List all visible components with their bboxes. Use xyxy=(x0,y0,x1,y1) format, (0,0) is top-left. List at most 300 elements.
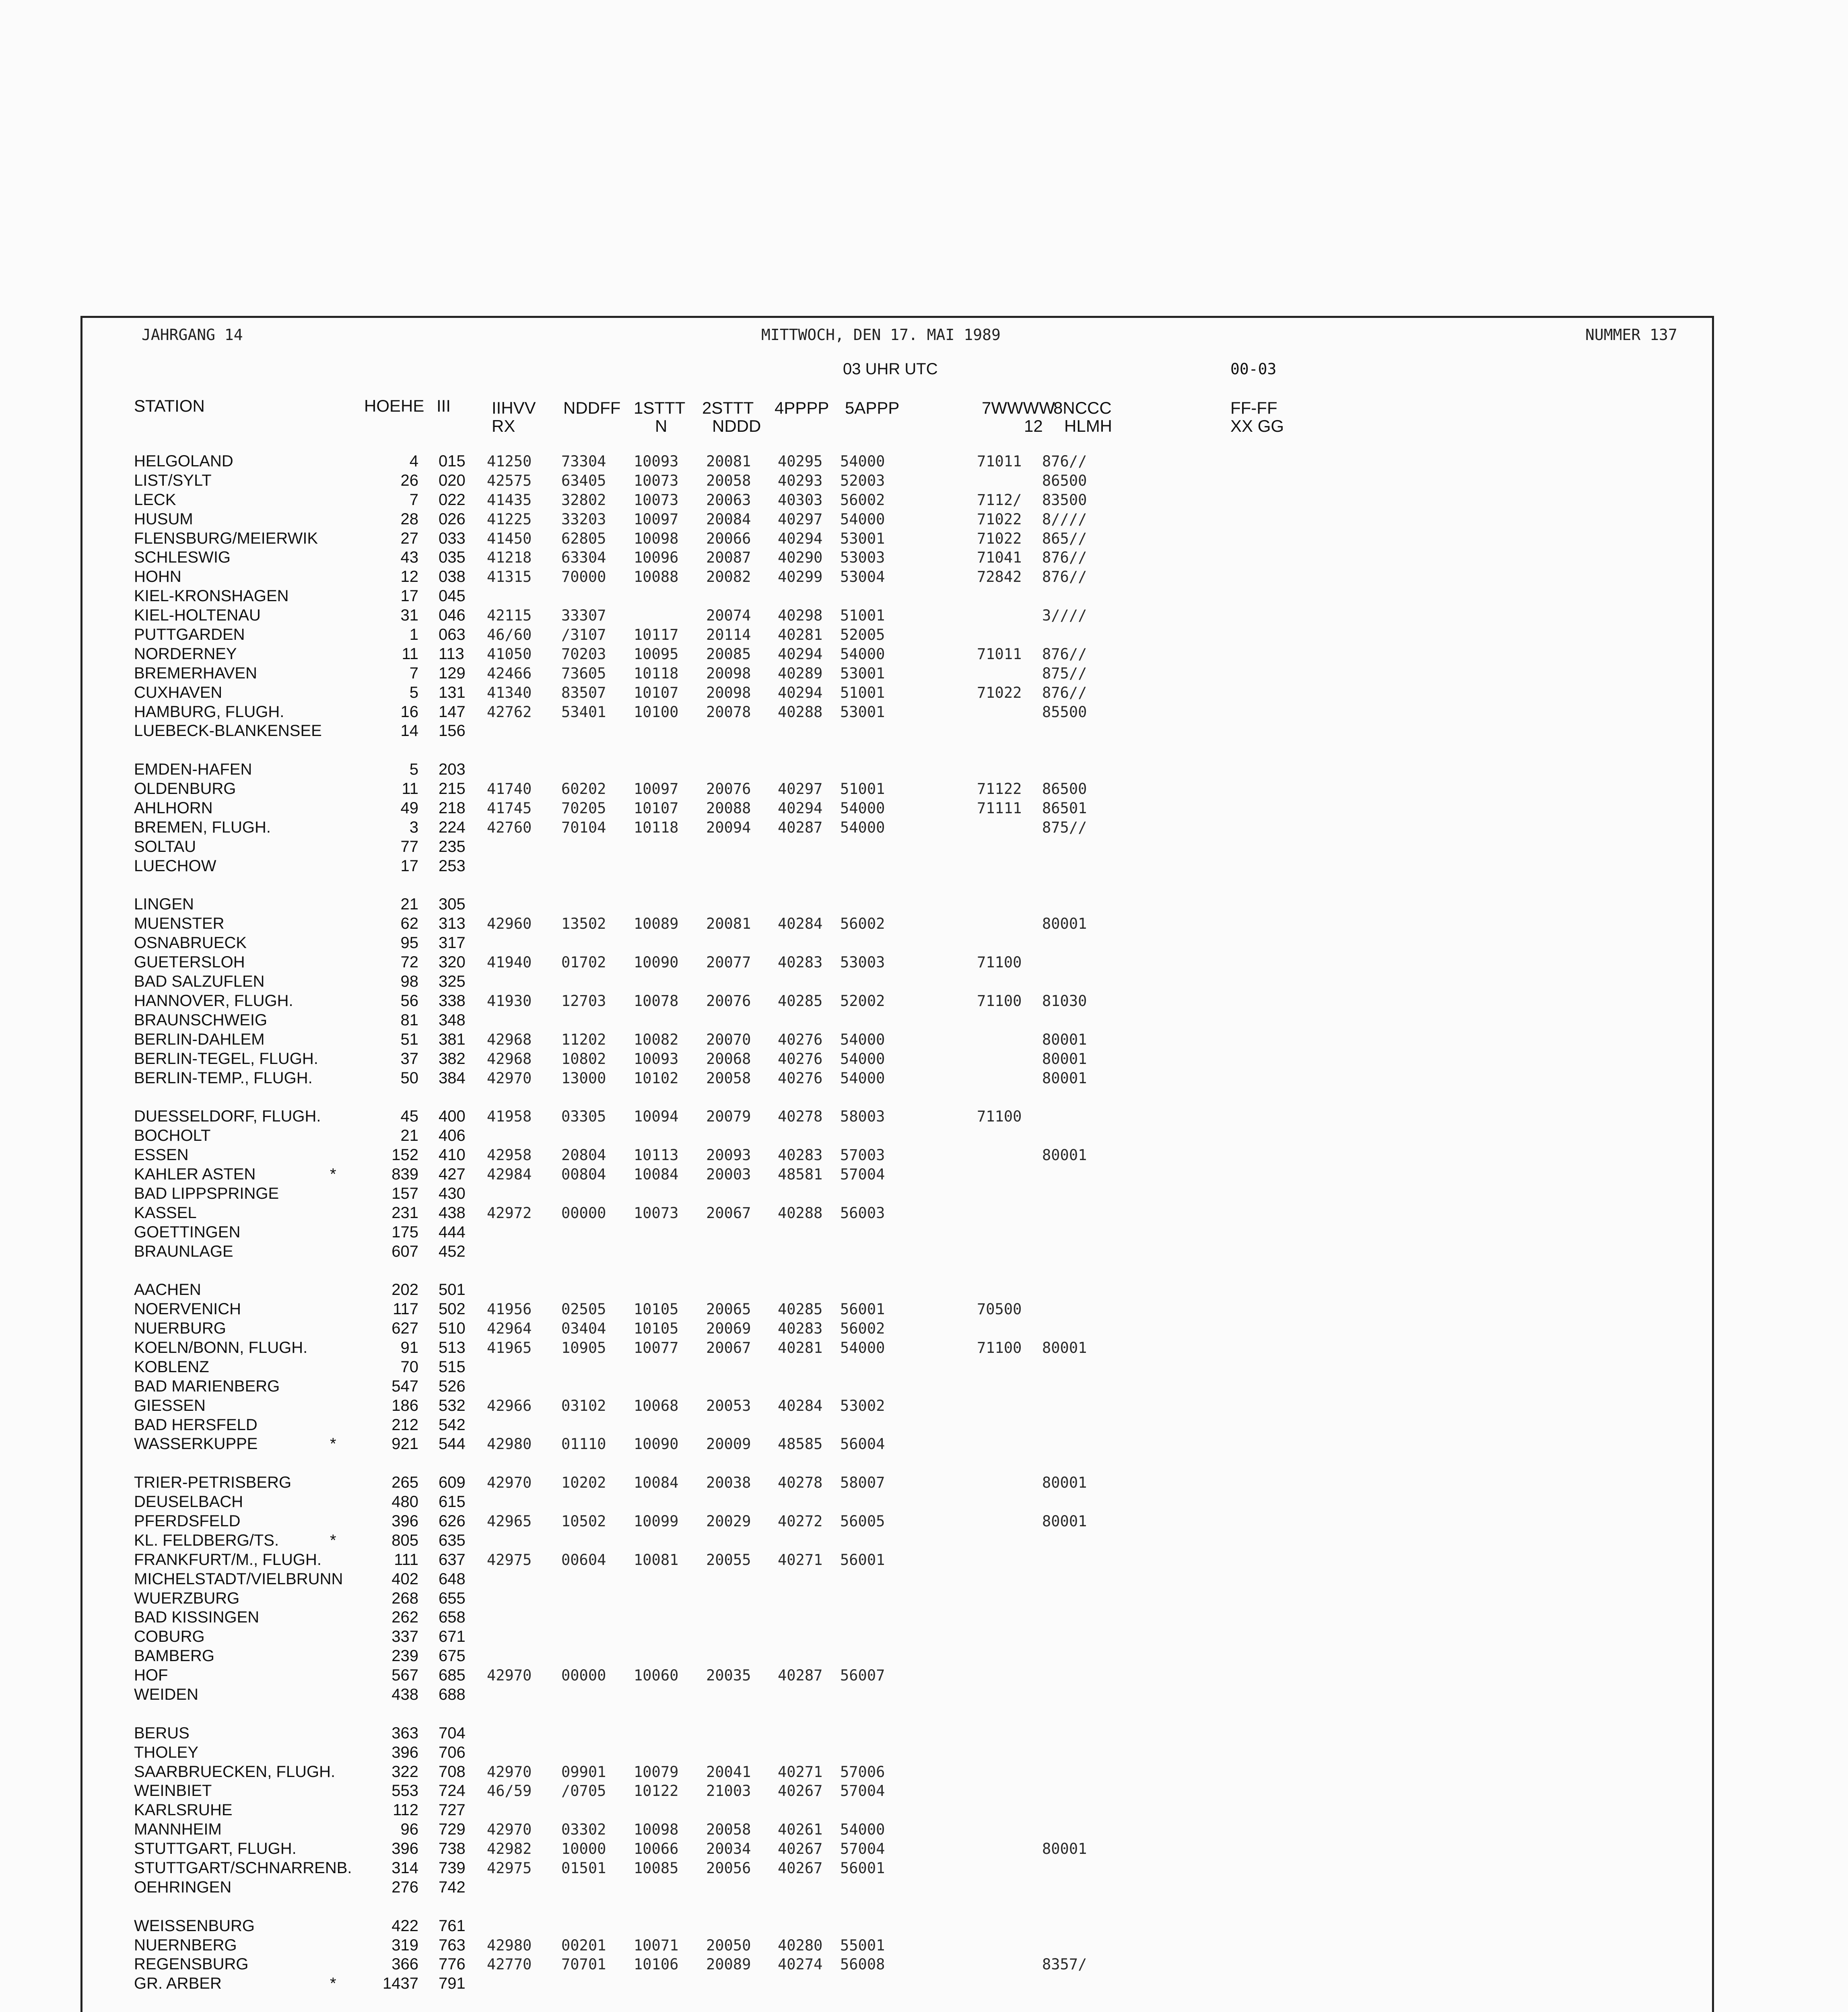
synop-group: 42968 xyxy=(487,1031,532,1048)
station-height: 21 xyxy=(400,1127,418,1145)
synop-group: 41965 xyxy=(487,1339,532,1356)
table-row xyxy=(0,1242,1848,1262)
station-name: OEHRINGEN xyxy=(134,1878,232,1896)
station-height: 62 xyxy=(400,915,418,933)
table-row xyxy=(0,1570,1848,1589)
synop-group: 10107 xyxy=(634,800,679,817)
synop-group: 10082 xyxy=(634,1031,679,1048)
station-number: 615 xyxy=(439,1493,466,1511)
station-name: BERUS xyxy=(134,1724,190,1742)
synop-group: 41315 xyxy=(487,568,532,586)
station-number: 338 xyxy=(439,992,466,1010)
station-height: 4 xyxy=(409,452,418,470)
synop-group: 40303 xyxy=(778,491,823,509)
table-row xyxy=(0,1859,1848,1878)
station-height: 402 xyxy=(391,1570,418,1588)
station-name: CUXHAVEN xyxy=(134,683,223,701)
synop-group: 20087 xyxy=(706,549,751,567)
station-number: 400 xyxy=(439,1107,466,1126)
synop-group: 42975 xyxy=(487,1551,532,1569)
date-label: MITTWOCH, DEN 17. MAI 1989 xyxy=(761,326,1001,344)
table-row xyxy=(0,1280,1848,1300)
col-4pppp: 4PPPP xyxy=(775,398,829,417)
synop-group: 41050 xyxy=(487,645,532,663)
synop-group: 20093 xyxy=(706,1146,751,1164)
table-row xyxy=(0,1666,1848,1685)
synop-group: 42966 xyxy=(487,1397,532,1414)
synop-group: 53401 xyxy=(561,703,606,721)
station-number: 502 xyxy=(439,1300,466,1318)
table-row xyxy=(0,529,1848,548)
station-height: 480 xyxy=(391,1493,418,1511)
station-name: BRAUNLAGE xyxy=(134,1242,233,1260)
col-nddd: NDDD xyxy=(712,416,761,435)
synop-group: 10905 xyxy=(561,1339,606,1356)
synop-group: 42466 xyxy=(487,664,532,682)
station-number: 791 xyxy=(439,1975,466,1993)
table-row xyxy=(0,587,1848,606)
table-row xyxy=(0,1839,1848,1859)
station-number: 218 xyxy=(439,799,466,817)
station-number: 038 xyxy=(439,568,466,586)
synop-group: 80001 xyxy=(1042,1339,1087,1356)
station-height: 265 xyxy=(391,1474,418,1492)
synop-group: 20089 xyxy=(706,1956,751,1973)
synop-group: /3107 xyxy=(561,626,606,644)
group-spacer xyxy=(0,1897,1848,1917)
synop-group: 56002 xyxy=(840,915,885,933)
synop-group: 51001 xyxy=(840,780,885,798)
synop-group: 51001 xyxy=(840,684,885,701)
synop-group: 40267 xyxy=(778,1840,823,1858)
synop-group: 10071 xyxy=(634,1936,679,1954)
station-height: 627 xyxy=(391,1319,418,1338)
synop-group: 03102 xyxy=(561,1397,606,1414)
synop-group: 40289 xyxy=(778,664,823,682)
synop-group: 73304 xyxy=(561,453,606,470)
station-number: 704 xyxy=(439,1724,466,1742)
synop-group: 41218 xyxy=(487,549,532,567)
synop-group: 48581 xyxy=(778,1165,823,1183)
station-number: 671 xyxy=(439,1628,466,1646)
table-row xyxy=(0,452,1848,471)
synop-group: 72842 xyxy=(977,568,1022,586)
station-number: 410 xyxy=(439,1146,466,1164)
synop-group: 80001 xyxy=(1042,1050,1087,1068)
synop-group: 20088 xyxy=(706,800,751,817)
station-number: 501 xyxy=(439,1281,466,1299)
table-row xyxy=(0,1531,1848,1550)
synop-group: 20076 xyxy=(706,992,751,1010)
table-row xyxy=(0,1589,1848,1608)
synop-group: 20077 xyxy=(706,954,751,971)
station-number: 020 xyxy=(439,471,466,489)
synop-group: 70203 xyxy=(561,645,606,663)
table-row xyxy=(0,722,1848,741)
synop-group: 20034 xyxy=(706,1840,751,1858)
table-row xyxy=(0,1781,1848,1801)
synop-group: 54000 xyxy=(840,1821,885,1839)
table-row xyxy=(0,895,1848,914)
synop-group: 56007 xyxy=(840,1667,885,1684)
synop-group: 3//// xyxy=(1042,607,1087,625)
synop-group: 71111 xyxy=(977,800,1022,817)
station-height: 21 xyxy=(400,895,418,913)
station-name: AHLHORN xyxy=(134,799,213,817)
station-height: 112 xyxy=(393,1801,418,1819)
station-height: 212 xyxy=(391,1416,418,1434)
synop-group: 20084 xyxy=(706,510,751,528)
synop-group: 20056 xyxy=(706,1859,751,1877)
station-number: 253 xyxy=(439,857,466,875)
synop-group: 20804 xyxy=(561,1146,606,1164)
table-row xyxy=(0,1069,1848,1088)
station-number: 655 xyxy=(439,1589,466,1607)
synop-group: 83500 xyxy=(1042,491,1087,509)
station-name: SAARBRUECKEN, FLUGH. xyxy=(134,1763,336,1781)
mountain-marker: * xyxy=(330,1435,336,1453)
synop-group: 54000 xyxy=(840,800,885,817)
station-number: 532 xyxy=(439,1396,466,1414)
station-name: BREMERHAVEN xyxy=(134,664,257,682)
synop-group: 10098 xyxy=(634,1821,679,1839)
synop-group: 20098 xyxy=(706,684,751,701)
synop-group: 56005 xyxy=(840,1512,885,1530)
synop-group: 10000 xyxy=(561,1840,606,1858)
table-row xyxy=(0,837,1848,857)
synop-group: 53003 xyxy=(840,549,885,567)
synop-group: 10118 xyxy=(634,664,679,682)
col-12: 12 xyxy=(1024,416,1043,435)
synop-group: 876// xyxy=(1042,549,1087,567)
synop-group: 20081 xyxy=(706,915,751,933)
synop-group: 40294 xyxy=(778,530,823,547)
station-height: 43 xyxy=(400,548,418,567)
synop-group: 20078 xyxy=(706,703,751,721)
synop-group: 01702 xyxy=(561,954,606,971)
synop-group: 42762 xyxy=(487,703,532,721)
station-number: 685 xyxy=(439,1666,466,1684)
station-height: 111 xyxy=(394,1550,418,1569)
synop-group: 73605 xyxy=(561,664,606,682)
synop-group: 56008 xyxy=(840,1956,885,1973)
synop-group: 41958 xyxy=(487,1108,532,1126)
synop-group: 10084 xyxy=(634,1474,679,1492)
table-row xyxy=(0,992,1848,1011)
synop-group: 10068 xyxy=(634,1397,679,1414)
station-name: OSNABRUECK xyxy=(134,934,247,952)
synop-group: 20079 xyxy=(706,1108,751,1126)
synop-group: 20081 xyxy=(706,453,751,470)
table-row xyxy=(0,1165,1848,1184)
table-row xyxy=(0,1512,1848,1531)
table-row xyxy=(0,857,1848,876)
synop-group: 10073 xyxy=(634,472,679,489)
station-number: 022 xyxy=(439,491,466,509)
station-height: 7 xyxy=(409,664,418,682)
station-height: 337 xyxy=(391,1628,418,1646)
synop-group: 70205 xyxy=(561,800,606,817)
synop-group: 10093 xyxy=(634,1050,679,1068)
synop-group: 60202 xyxy=(561,780,606,798)
synop-group: 20009 xyxy=(706,1435,751,1453)
station-name: FLENSBURG/MEIERWIK xyxy=(134,529,318,547)
synop-group: 63304 xyxy=(561,549,606,567)
synop-group: 40285 xyxy=(778,992,823,1010)
station-height: 49 xyxy=(400,799,418,817)
synop-group: 40283 xyxy=(778,954,823,971)
synop-group: 10079 xyxy=(634,1763,679,1781)
synop-group: 8357/ xyxy=(1042,1956,1087,1973)
station-number: 626 xyxy=(439,1512,466,1530)
synop-group: 40284 xyxy=(778,1397,823,1414)
synop-group: 20076 xyxy=(706,780,751,798)
table-row xyxy=(0,1319,1848,1338)
station-number: 515 xyxy=(439,1358,466,1376)
col-n: N xyxy=(655,416,668,435)
station-height: 322 xyxy=(391,1763,418,1781)
station-name: BREMEN, FLUGH. xyxy=(134,818,271,836)
station-number: 320 xyxy=(439,953,466,971)
synop-group: 42965 xyxy=(487,1512,532,1530)
table-row xyxy=(0,1011,1848,1030)
station-height: 77 xyxy=(400,837,418,856)
synop-group: 8//// xyxy=(1042,510,1087,528)
synop-group: 40272 xyxy=(778,1512,823,1530)
station-number: 203 xyxy=(439,761,466,779)
synop-group: 80001 xyxy=(1042,1069,1087,1087)
station-height: 268 xyxy=(391,1589,418,1607)
synop-group: 20082 xyxy=(706,568,751,586)
station-number: 510 xyxy=(439,1319,466,1338)
synop-group: 42970 xyxy=(487,1821,532,1839)
station-name: BERLIN-TEGEL, FLUGH. xyxy=(134,1049,318,1068)
station-height: 438 xyxy=(391,1686,418,1703)
station-name: NORDERNEY xyxy=(134,645,237,663)
station-name: BAD MARIENBERG xyxy=(134,1377,280,1395)
station-height: 70 xyxy=(400,1358,418,1376)
synop-group: 41956 xyxy=(487,1301,532,1318)
synop-group: 40278 xyxy=(778,1474,823,1492)
synop-group: 32802 xyxy=(561,491,606,509)
station-name: WUERZBURG xyxy=(134,1589,240,1607)
synop-group: 80001 xyxy=(1042,1146,1087,1164)
station-height: 117 xyxy=(393,1300,418,1318)
station-name: DEUSELBACH xyxy=(134,1493,243,1511)
station-number: 648 xyxy=(439,1570,466,1588)
synop-group: 41225 xyxy=(487,510,532,528)
synop-group: 20050 xyxy=(706,1936,751,1954)
synop-group: 03302 xyxy=(561,1821,606,1839)
station-number: 015 xyxy=(439,452,466,470)
station-height: 422 xyxy=(391,1917,418,1935)
station-name: GUETERSLOH xyxy=(134,953,245,971)
station-name: KOBLENZ xyxy=(134,1358,209,1376)
synop-group: 71100 xyxy=(977,1108,1022,1126)
station-height: 396 xyxy=(391,1743,418,1761)
station-name: NUERNBERG xyxy=(134,1936,237,1954)
station-number: 513 xyxy=(439,1338,466,1356)
station-name: WASSERKUPPE xyxy=(134,1435,258,1453)
table-row xyxy=(0,1763,1848,1782)
table-row xyxy=(0,934,1848,953)
synop-group: 10077 xyxy=(634,1339,679,1356)
station-height: 1 xyxy=(409,626,418,644)
station-number: 131 xyxy=(439,683,466,701)
station-number: 776 xyxy=(439,1955,466,1973)
synop-group: 42760 xyxy=(487,818,532,836)
synop-group: 10066 xyxy=(634,1840,679,1858)
table-row xyxy=(0,683,1848,703)
table-row xyxy=(0,625,1848,645)
synop-group: 40267 xyxy=(778,1859,823,1877)
table-row xyxy=(0,760,1848,779)
synop-group: 10118 xyxy=(634,818,679,836)
station-name: THOLEY xyxy=(134,1743,199,1761)
synop-group: 10202 xyxy=(561,1474,606,1492)
synop-group: 71022 xyxy=(977,530,1022,547)
synop-group: 20038 xyxy=(706,1474,751,1492)
station-number: 738 xyxy=(439,1840,466,1858)
station-height: 276 xyxy=(391,1878,418,1896)
station-name: PUTTGARDEN xyxy=(134,626,245,644)
synop-group: 41940 xyxy=(487,954,532,971)
station-name: KAHLER ASTEN xyxy=(134,1165,256,1183)
station-height: 16 xyxy=(400,703,418,721)
synop-group: 57004 xyxy=(840,1165,885,1183)
station-name: KASSEL xyxy=(134,1204,197,1222)
synop-group: 86500 xyxy=(1042,780,1087,798)
station-number: 026 xyxy=(439,510,466,528)
table-row xyxy=(0,1049,1848,1069)
synop-group: 40276 xyxy=(778,1069,823,1087)
group-spacer xyxy=(0,1261,1848,1280)
station-number: 729 xyxy=(439,1820,466,1839)
synop-group: 10097 xyxy=(634,510,679,528)
synop-group: 54000 xyxy=(840,645,885,663)
table-row xyxy=(0,1358,1848,1377)
station-name: BAD HERSFELD xyxy=(134,1416,258,1434)
station-name: BRAUNSCHWEIG xyxy=(134,1011,268,1029)
station-height: 17 xyxy=(400,857,418,875)
station-height: 7 xyxy=(409,491,418,509)
station-name: TRIER-PETRISBERG xyxy=(134,1474,292,1492)
station-name: WEIDEN xyxy=(134,1686,198,1703)
table-row xyxy=(0,1801,1848,1820)
station-number: 382 xyxy=(439,1049,466,1068)
station-height: 81 xyxy=(400,1011,418,1029)
station-name: LECK xyxy=(134,491,176,509)
station-number: 156 xyxy=(439,722,466,740)
synop-group: 03305 xyxy=(561,1108,606,1126)
station-name: LIST/SYLT xyxy=(134,471,212,489)
synop-group: 71022 xyxy=(977,510,1022,528)
synop-group: /0705 xyxy=(561,1782,606,1800)
station-number: 381 xyxy=(439,1030,466,1048)
station-name: HOF xyxy=(134,1666,168,1684)
synop-group: 54000 xyxy=(840,453,885,470)
synop-group: 40294 xyxy=(778,800,823,817)
station-name: SOLTAU xyxy=(134,837,196,856)
station-number: 063 xyxy=(439,626,466,644)
observation-time: 03 UHR UTC xyxy=(843,360,938,378)
station-number: 317 xyxy=(439,934,466,952)
synop-group: 57003 xyxy=(840,1146,885,1164)
table-row xyxy=(0,1743,1848,1763)
synop-group: 71041 xyxy=(977,549,1022,567)
station-name: NUERBURG xyxy=(134,1319,226,1338)
table-row xyxy=(0,1107,1848,1126)
station-name: LUEBECK-BLANKENSEE xyxy=(134,722,322,740)
synop-group: 51001 xyxy=(840,607,885,625)
mountain-marker: * xyxy=(330,1165,336,1183)
synop-group: 40281 xyxy=(778,626,823,644)
table-row xyxy=(0,548,1848,567)
synop-group: 62805 xyxy=(561,530,606,547)
station-number: 635 xyxy=(439,1531,466,1549)
synop-group: 10097 xyxy=(634,780,679,798)
synop-group: 80001 xyxy=(1042,1512,1087,1530)
station-number: 113 xyxy=(439,645,464,663)
synop-group: 86501 xyxy=(1042,800,1087,817)
synop-group: 10090 xyxy=(634,1435,679,1453)
station-height: 3 xyxy=(409,818,418,836)
station-height: 319 xyxy=(391,1936,418,1954)
station-height: 231 xyxy=(391,1204,418,1222)
table-row xyxy=(0,1627,1848,1647)
synop-group: 40271 xyxy=(778,1763,823,1781)
synop-group: 41450 xyxy=(487,530,532,547)
synop-group: 01110 xyxy=(561,1435,606,1453)
synop-group: 40261 xyxy=(778,1821,823,1839)
synop-group: 00201 xyxy=(561,1936,606,1954)
station-name: GR. ARBER xyxy=(134,1975,222,1993)
station-name: HUSUM xyxy=(134,510,193,528)
station-number: 444 xyxy=(439,1223,466,1241)
col-iii: III xyxy=(437,396,451,415)
synop-group: 20070 xyxy=(706,1031,751,1048)
table-row xyxy=(0,972,1848,992)
station-name: KOELN/BONN, FLUGH. xyxy=(134,1338,308,1356)
station-height: 27 xyxy=(400,529,418,547)
table-row xyxy=(0,1724,1848,1743)
synop-group: 20003 xyxy=(706,1165,751,1183)
station-number: 609 xyxy=(439,1474,466,1492)
synop-group: 42575 xyxy=(487,472,532,489)
table-row xyxy=(0,1146,1848,1165)
station-name: REGENSBURG xyxy=(134,1955,249,1973)
synop-group: 41930 xyxy=(487,992,532,1010)
synop-group: 10098 xyxy=(634,530,679,547)
table-row xyxy=(0,1936,1848,1955)
synop-group: 10117 xyxy=(634,626,679,644)
station-height: 37 xyxy=(400,1049,418,1068)
synop-group: 01501 xyxy=(561,1859,606,1877)
station-height: 202 xyxy=(391,1281,418,1299)
synop-group: 10095 xyxy=(634,645,679,663)
station-name: GOETTINGEN xyxy=(134,1223,241,1241)
synop-group: 875// xyxy=(1042,664,1087,682)
synop-group: 40290 xyxy=(778,549,823,567)
table-row xyxy=(0,1608,1848,1627)
col-1sttt: 1STTT xyxy=(634,398,686,417)
table-row xyxy=(0,1820,1848,1839)
synop-group: 42975 xyxy=(487,1859,532,1877)
synop-group: 03404 xyxy=(561,1320,606,1338)
synop-group: 10100 xyxy=(634,703,679,721)
synop-group: 83507 xyxy=(561,684,606,701)
station-name: BAMBERG xyxy=(134,1647,215,1665)
